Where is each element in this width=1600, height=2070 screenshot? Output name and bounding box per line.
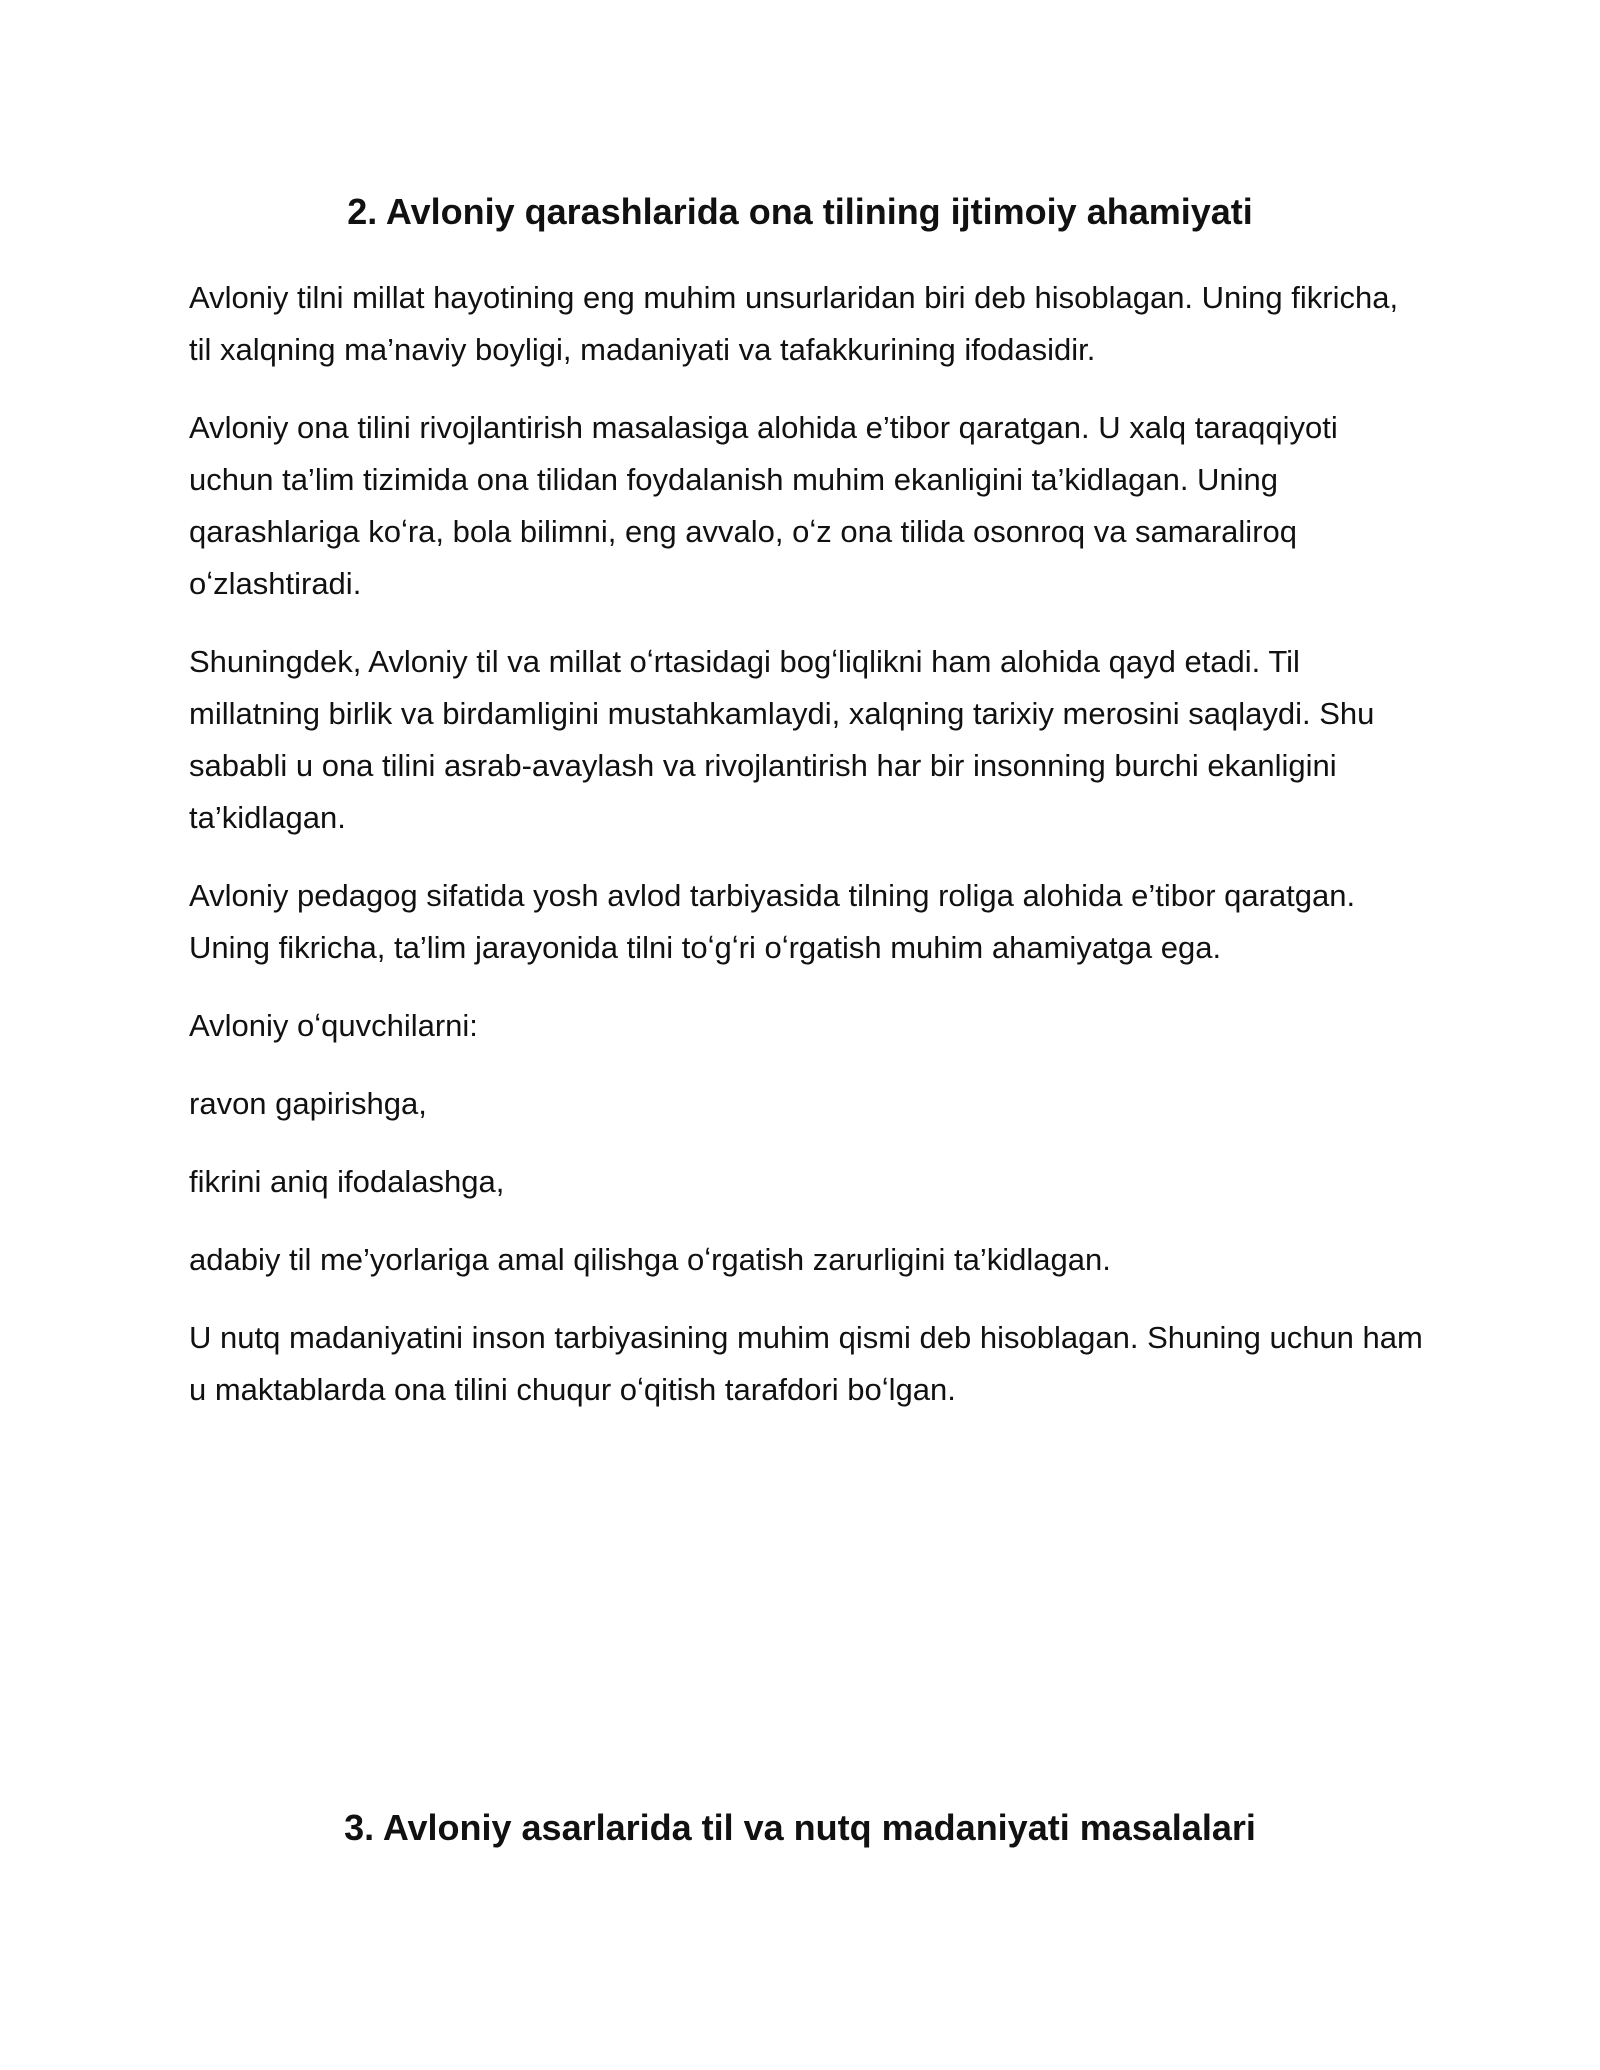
list-line: ravon gapirishga, [189, 1086, 427, 1121]
paragraph: Avloniy tilni millat hayotining eng muhim unsurlaridan biri deb hisoblagan. Uning fikricha, til xalqning ma’naviy boyligi, madaniyati va tafakkurining ifodasidir. [189, 280, 1399, 367]
paragraph: U nutq madaniyatini inson tarbiyasining muhim qismi deb hisoblagan. Shuning uchun ham u maktablarda ona tilini chuqur oʻqitish tarafdori boʻlgan. [189, 1320, 1423, 1407]
paragraph: Avloniy pedagog sifatida yosh avlod tarbiyasida tilning roliga alohida e’tibor qaratgan. Uning fikricha, ta’lim jarayonida tilni toʻgʻri oʻrgatish muhim ahamiyatga ega. [189, 878, 1356, 965]
list-line: fikrini aniq ifodalashga, [189, 1164, 505, 1199]
section-3-heading: 3. Avloniy asarlarida til va nutq madaniyati masalalari [344, 1807, 1256, 1848]
section-2-heading: 2. Avloniy qarashlarida ona tilining ijtimoiy ahamiyati [347, 191, 1253, 232]
section-2-body [189, 272, 1429, 1442]
list-line: adabiy til me’yorlariga amal qilishga oʻrgatish zarurligini ta’kidlagan. [189, 1242, 1111, 1277]
paragraph: Shuningdek, Avloniy til va millat oʻrtasidagi bogʻliqlikni ham alohida qayd etadi. Til millatning birlik va birdamligini mustahkamlaydi, xalqning tarixiy merosini saqlaydi. Shu sababli u ona tilini asrab-avaylash va rivojlantirish har bir insonning burchi ekanligini ta’kidlagan. [189, 644, 1375, 835]
paragraph: Avloniy oʻquvchilarni: [189, 1008, 478, 1043]
paragraph: Avloniy ona tilini rivojlantirish masalasiga alohida e’tibor qaratgan. U xalq taraqqiyoti uchun ta’lim tizimida ona tilidan foydalanish muhim ekanligini ta’kidlagan. Uning qarashlariga koʻra, bola bilimni, eng avvalo, oʻz ona tilida osonroq va samaraliroq oʻzlashtiradi. [189, 410, 1338, 601]
